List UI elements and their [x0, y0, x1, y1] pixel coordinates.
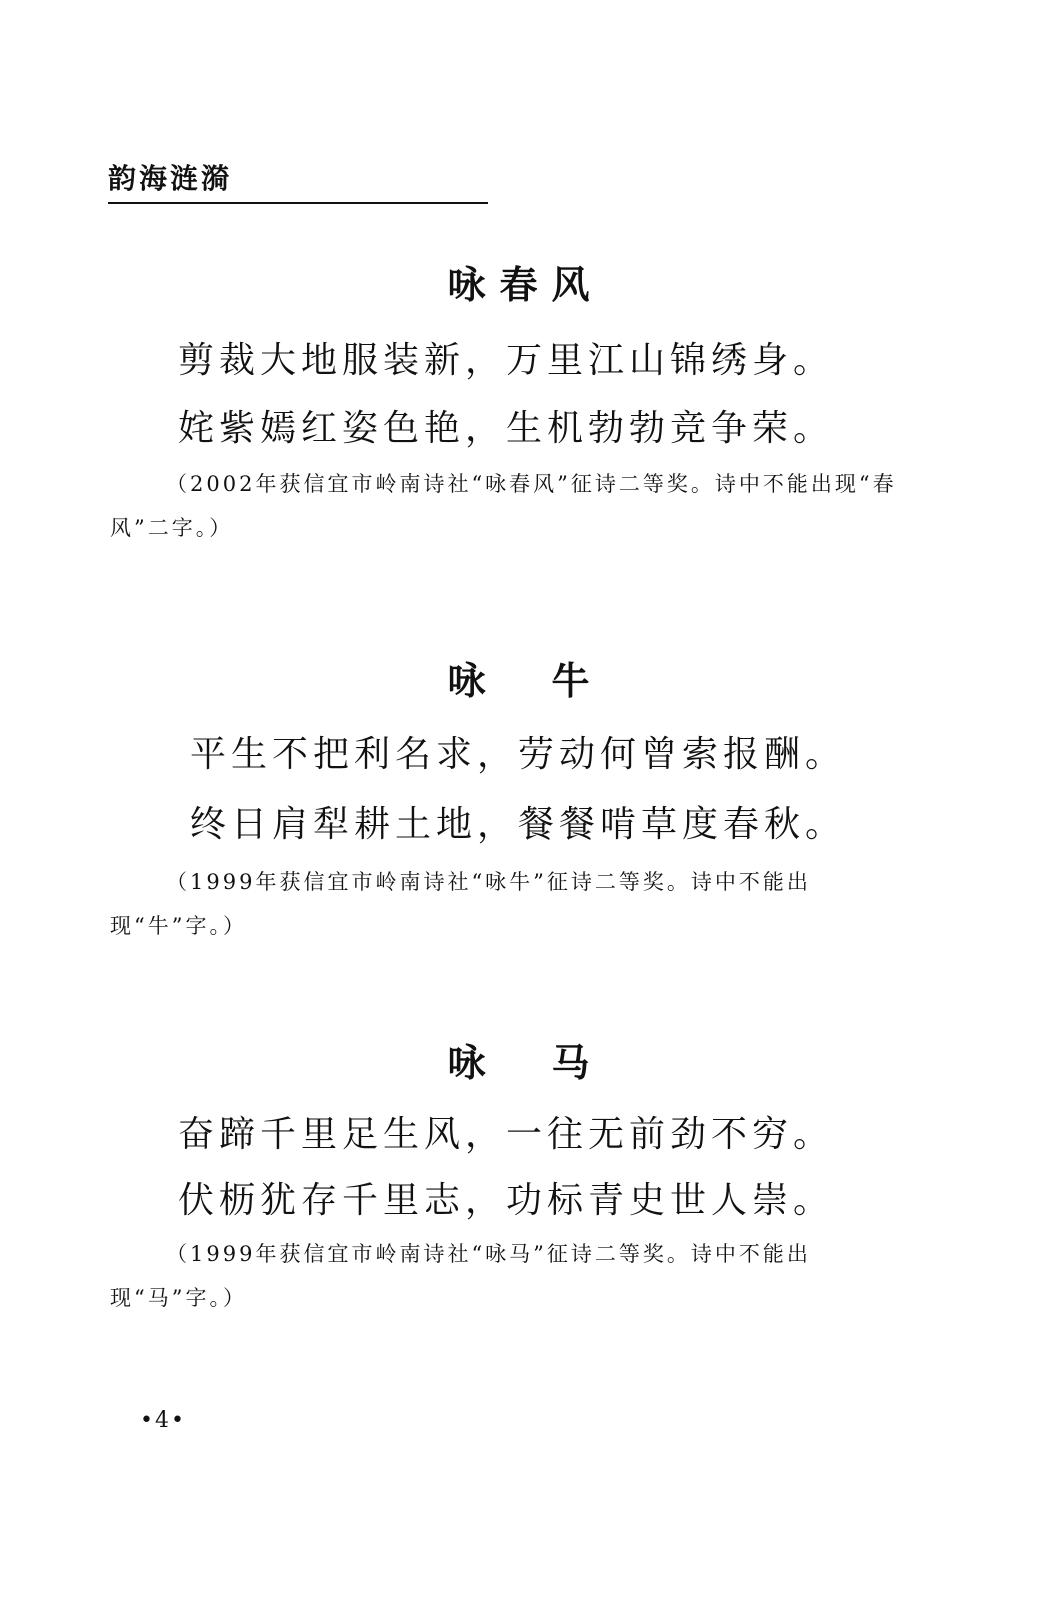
poem-note: （1999年获信宜市岭南诗社“咏牛”征诗二等奖。诗中不能出现“牛”字。） — [110, 870, 811, 938]
poem-note: （2002年获信宜市岭南诗社“咏春风”征诗二等奖。诗中不能出现“春风”二字。） — [110, 472, 897, 540]
poem-title: 咏 马 — [447, 1040, 604, 1085]
poem-line: 终日肩犁耕土地，餐餐啃草度春秋。 — [190, 804, 847, 845]
poem-title: 咏 牛 — [447, 658, 604, 703]
poem-line: 剪裁大地服装新，万里江山锦绣身。 — [178, 340, 835, 381]
poem-line: 姹紫嫣红姿色艳，生机勃勃竞争荣。 — [178, 408, 835, 449]
poem-title: 咏春风 — [447, 262, 604, 307]
running-header — [108, 160, 488, 204]
poem-line: 奋蹄千里足生风，一往无前劲不穷。 — [178, 1114, 835, 1155]
page-number: •4• — [140, 1408, 186, 1433]
book-title: 韵海涟漪 — [108, 162, 233, 195]
poem-note: （1999年获信宜市岭南诗社“咏马”征诗二等奖。诗中不能出现“马”字。） — [110, 1242, 811, 1310]
poem-line: 平生不把利名求，劳动何曾索报酬。 — [190, 734, 847, 775]
poem-line: 伏枥犹存千里志，功标青史世人崇。 — [178, 1180, 835, 1221]
